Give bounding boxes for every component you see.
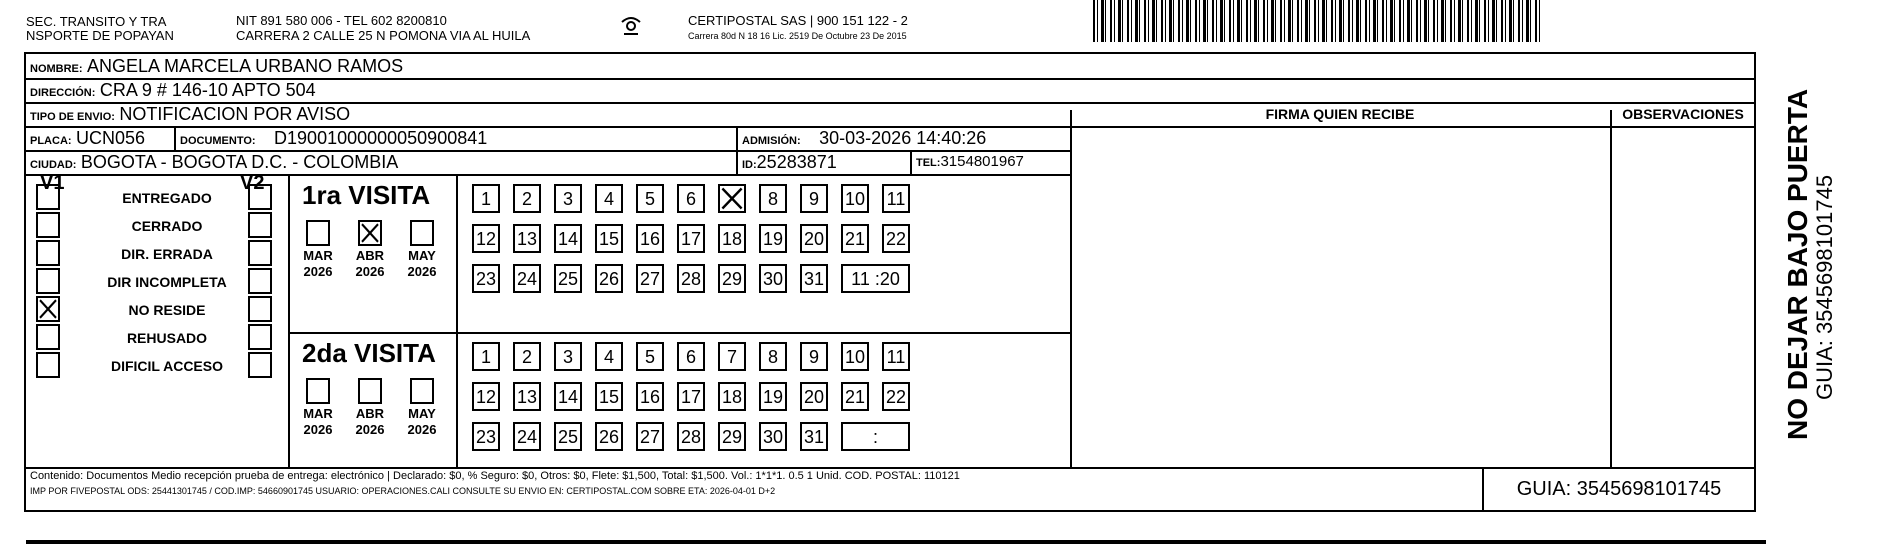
month-name: ABR — [355, 248, 385, 263]
plate-value: UCN056 — [76, 128, 146, 148]
month-checkbox[interactable] — [306, 378, 330, 404]
month-name: ABR — [355, 406, 385, 421]
type-label: TIPO DE ENVIO: — [30, 111, 115, 123]
day-cell[interactable]: 29 — [718, 422, 746, 451]
name-label: NOMBRE: — [30, 63, 83, 75]
footer-content-line: Contenido: Documentos Medio recepción prueba de entrega: electrónico | Declarado: $0, % Seguro: $0, Otros: $0, Flete: $1,500, Total: $1,500. Vol.: 1*1*1. 0.5 1 Unid. COD. POSTAL: 110121 — [30, 470, 960, 482]
name-field — [30, 54, 403, 81]
day-cell[interactable]: 21 — [841, 382, 869, 411]
month-label — [288, 248, 348, 280]
v1-checkbox[interactable] — [36, 184, 60, 210]
month-year: 2026 — [303, 264, 333, 279]
plate-field — [30, 126, 145, 153]
type-field — [30, 102, 350, 129]
v1-checkbox[interactable] — [36, 240, 60, 266]
license-line: Carrera 80d N 18 16 Lic. 2519 De Octubre 23 De 2015 — [688, 31, 907, 41]
id-label: ID: — [742, 159, 757, 171]
plate-label: PLACA: — [30, 135, 72, 147]
month-label — [392, 248, 452, 280]
document-value: D19001000000050900841 — [274, 128, 488, 148]
status-label: DIR. ERRADA — [121, 246, 213, 262]
delivery-form — [24, 52, 1756, 512]
day-cell[interactable]: 12 — [472, 224, 500, 253]
day-cell[interactable]: 28 — [677, 264, 705, 293]
day-cell[interactable]: 10 — [841, 184, 869, 213]
month-year: 2026 — [407, 264, 437, 279]
nit-line: NIT 891 580 006 - TEL 602 8200810 — [236, 13, 447, 28]
day-cell[interactable]: 3 — [554, 184, 582, 213]
city-label: CIUDAD: — [30, 159, 77, 171]
company-line: CERTIPOSTAL SAS | 900 151 122 - 2 — [688, 13, 908, 28]
status-label: REHUSADO — [126, 330, 208, 346]
v1-checkbox[interactable] — [36, 212, 60, 238]
month-checkbox[interactable] — [410, 378, 434, 404]
admission-value: 30-03-2026 14:40:26 — [819, 128, 987, 148]
admission-label: ADMISIÓN: — [742, 135, 801, 147]
month-checkbox[interactable] — [358, 220, 382, 246]
v2-checkbox[interactable] — [248, 184, 272, 210]
day-cell[interactable]: 16 — [636, 382, 664, 411]
recipient-address: CRA 9 # 146-10 APTO 504 — [99, 80, 316, 100]
v1-header: V1 — [40, 172, 65, 194]
day-cell[interactable]: 4 — [595, 342, 623, 371]
v1-checkbox[interactable] — [36, 324, 60, 350]
day-cell[interactable]: 19 — [759, 224, 787, 253]
v2-checkbox[interactable] — [248, 240, 272, 266]
v2-checkbox[interactable] — [248, 268, 272, 294]
day-cell[interactable]: 10 — [841, 342, 869, 371]
day-cell[interactable]: 26 — [595, 422, 623, 451]
day-cell[interactable]: 8 — [759, 184, 787, 213]
day-cell[interactable]: 22 — [882, 224, 910, 253]
recipient-name: ANGELA MARCELA URBANO RAMOS — [87, 56, 404, 76]
day-cell[interactable]: 9 — [800, 342, 828, 371]
day-cell[interactable]: 18 — [718, 382, 746, 411]
day-cell[interactable]: 6 — [677, 184, 705, 213]
day-cell[interactable]: 18 — [718, 224, 746, 253]
day-cell[interactable]: 15 — [595, 382, 623, 411]
day-cell[interactable]: 31 — [800, 422, 828, 451]
month-label — [340, 248, 400, 280]
courier-logo-icon — [618, 12, 644, 38]
day-cell[interactable]: 1 — [472, 184, 500, 213]
day-cell[interactable]: 27 — [636, 422, 664, 451]
month-checkbox[interactable] — [306, 220, 330, 246]
address-field — [30, 78, 316, 105]
v2-header: V2 — [240, 172, 265, 194]
id-field — [742, 150, 837, 177]
visit-title: 2da VISITA — [302, 338, 436, 368]
admission-field — [742, 126, 986, 153]
day-cell[interactable]: 20 — [800, 382, 828, 411]
day-cell[interactable]: 11 — [882, 342, 910, 371]
v1-checkbox[interactable] — [36, 296, 60, 322]
day-cell[interactable]: 17 — [677, 224, 705, 253]
day-cell[interactable]: 3 — [554, 342, 582, 371]
day-cell[interactable]: 17 — [677, 382, 705, 411]
day-cell[interactable]: 20 — [800, 224, 828, 253]
day-cell[interactable]: 30 — [759, 264, 787, 293]
day-cell[interactable]: 31 — [800, 264, 828, 293]
status-label: DIFICIL ACCESO — [110, 358, 223, 374]
day-cell[interactable]: 12 — [472, 382, 500, 411]
day-cell[interactable]: 26 — [595, 264, 623, 293]
visit-title: 1ra VISITA — [302, 180, 431, 210]
day-cell[interactable]: 28 — [677, 422, 705, 451]
month-year: 2026 — [303, 422, 333, 437]
day-cell[interactable]: 24 — [513, 422, 541, 451]
month-label — [340, 406, 400, 438]
status-label: NO RESIDE — [128, 302, 206, 318]
day-cell[interactable]: 23 — [472, 264, 500, 293]
address-label: DIRECCIÓN: — [30, 87, 96, 99]
month-name: MAY — [408, 248, 436, 263]
footer-guia: GUIA: 3545698101745 — [1516, 478, 1722, 500]
tel-label: TEL: — [916, 157, 941, 169]
day-cell[interactable]: 2 — [513, 184, 541, 213]
visit-time[interactable]: : — [841, 422, 910, 451]
month-checkbox[interactable] — [358, 378, 382, 404]
shipment-type: NOTIFICACION POR AVISO — [119, 104, 351, 124]
day-cell[interactable]: 5 — [636, 184, 664, 213]
status-label: ENTREGADO — [122, 190, 212, 206]
month-name: MAY — [408, 406, 436, 421]
receiver-signature-header: FIRMA QUIEN RECIBE — [1265, 106, 1415, 122]
side-guia: GUIA: 3545698101745 — [1812, 174, 1837, 400]
day-cell[interactable]: 25 — [554, 422, 582, 451]
day-cell[interactable]: 30 — [759, 422, 787, 451]
city-value: BOGOTA - BOGOTA D.C. - COLOMBIA — [80, 152, 399, 172]
day-cell[interactable]: 13 — [513, 224, 541, 253]
v2-checkbox[interactable] — [248, 212, 272, 238]
day-cell[interactable]: 7 — [718, 342, 746, 371]
day-cell[interactable]: 23 — [472, 422, 500, 451]
day-cell[interactable]: 13 — [513, 382, 541, 411]
day-cell[interactable]: 4 — [595, 184, 623, 213]
day-cell[interactable]: 5 — [636, 342, 664, 371]
day-cell[interactable]: 15 — [595, 224, 623, 253]
document-label: DOCUMENTO: — [180, 135, 256, 147]
day-cell[interactable]: 6 — [677, 342, 705, 371]
month-name: MAR — [303, 248, 333, 263]
bottom-rule — [26, 540, 1766, 544]
tel-field — [916, 150, 1024, 175]
day-cell[interactable]: 29 — [718, 264, 746, 293]
v2-checkbox[interactable] — [248, 324, 272, 350]
day-cell[interactable]: 11 — [882, 184, 910, 213]
sender-line-2: NSPORTE DE POPAYAN — [26, 28, 174, 43]
barcode — [1093, 0, 1541, 42]
month-label — [392, 406, 452, 438]
sender-line-1: SEC. TRANSITO Y TRA — [26, 14, 167, 29]
status-label: CERRADO — [131, 218, 203, 234]
document-field — [180, 126, 487, 153]
month-checkbox[interactable] — [410, 220, 434, 246]
status-label: DIR INCOMPLETA — [107, 274, 227, 290]
v2-checkbox[interactable] — [248, 352, 272, 378]
day-cell[interactable]: 8 — [759, 342, 787, 371]
v1-checkbox[interactable] — [36, 268, 60, 294]
day-cell[interactable]: 14 — [554, 224, 582, 253]
day-cell[interactable]: 1 — [472, 342, 500, 371]
day-cell[interactable]: 19 — [759, 382, 787, 411]
city-field — [30, 150, 398, 177]
v1-checkbox[interactable] — [36, 352, 60, 378]
footer-imp-line: IMP POR FIVEPOSTAL ODS: 25441301745 / COD.IMP: 54660901745 USUARIO: OPERACIONES.CALI CONSULTE SU ENVIO EN: CERTIPOSTAL.COM SOBRE ETA: 2026-04-01 D+2 — [30, 486, 776, 496]
day-cell[interactable]: 25 — [554, 264, 582, 293]
side-notice: NO DEJAR BAJO PUERTA — [1782, 88, 1813, 440]
day-cell[interactable]: 24 — [513, 264, 541, 293]
month-year: 2026 — [355, 264, 385, 279]
day-cell[interactable]: 9 — [800, 184, 828, 213]
id-value: 25283871 — [756, 152, 837, 172]
v2-checkbox[interactable] — [248, 296, 272, 322]
tel-value: 3154801967 — [940, 153, 1024, 170]
day-cell[interactable] — [718, 184, 746, 213]
day-cell[interactable]: 2 — [513, 342, 541, 371]
month-name: MAR — [303, 406, 333, 421]
month-year: 2026 — [407, 422, 437, 437]
day-cell[interactable]: 22 — [882, 382, 910, 411]
day-cell[interactable]: 14 — [554, 382, 582, 411]
day-cell[interactable]: 16 — [636, 224, 664, 253]
month-year: 2026 — [355, 422, 385, 437]
sender-address-line: CARRERA 2 CALLE 25 N POMONA VIA AL HUILA — [236, 28, 531, 43]
visit-time[interactable]: 11 :20 — [841, 264, 910, 293]
observations-header: OBSERVACIONES — [1622, 106, 1744, 122]
day-cell[interactable]: 27 — [636, 264, 664, 293]
day-cell[interactable]: 21 — [841, 224, 869, 253]
month-label — [288, 406, 348, 438]
